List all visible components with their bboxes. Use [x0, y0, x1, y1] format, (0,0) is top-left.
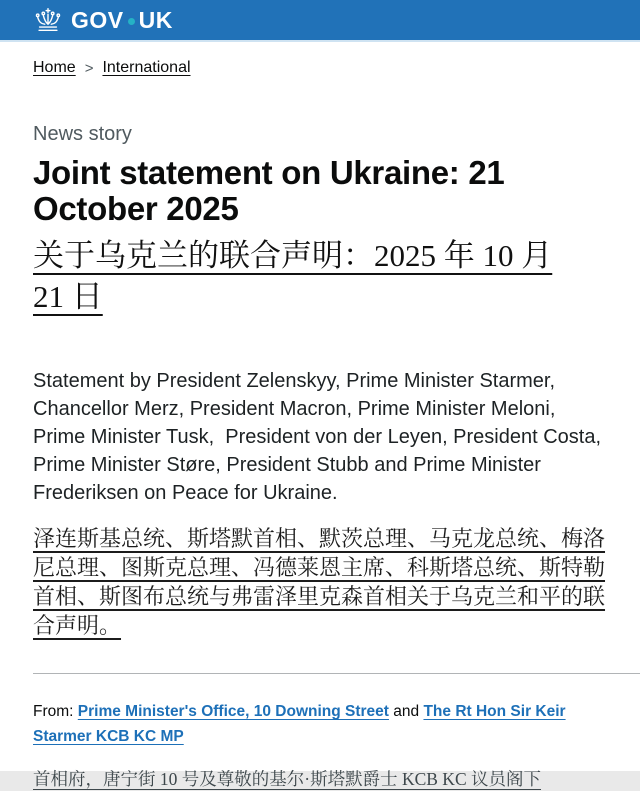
crown-icon [33, 7, 63, 33]
breadcrumb-separator: > [84, 59, 94, 77]
from-link-keir-starmer[interactable]: The Rt Hon Sir Keir Starmer KCB KC MP [33, 702, 566, 745]
article-lead-zh: 泽连斯基总统、斯塔默首相、默茨总理、马克龙总统、梅洛尼总理、图斯克总理、冯德莱恩主席、科斯塔总统、斯特勒首相、斯图布总统与弗雷泽里克森首相关于乌克兰和平的联合声明。 [33, 525, 606, 638]
govuk-logo-link[interactable] [33, 7, 173, 34]
from-line-zh: 首相府，唐宁街 10 号及尊敬的基尔·斯塔默爵士 KCB KC 议员阁下 [33, 768, 541, 789]
article-title-zh: 关于乌克兰的联合声明：2025 年 10 月 21 日 [33, 238, 553, 314]
metadata-divider [33, 673, 640, 674]
breadcrumb-home-link[interactable]: Home [33, 59, 76, 76]
breadcrumb-international-link[interactable]: International [102, 59, 191, 76]
from-link-pm-office[interactable]: Prime Minister's Office, 10 Downing Street [77, 702, 389, 720]
article [0, 123, 640, 791]
article-lead-en: Statement by President Zelenskyy, Prime Minister Starmer, Chancellor Merz, President Macron, Prime Minister Meloni, Prime Minister Tusk, President von der Leyen, President Costa, Prime Minister Støre, President Stubb and Prime Minister Frederiksen on Peace for Ukraine. [33, 369, 607, 504]
article-caption: News story [33, 123, 132, 145]
from-conjunction: and [393, 702, 420, 720]
logo-dot-icon [128, 18, 135, 25]
breadcrumb [33, 59, 620, 77]
article-title-en: Joint statement on Ukraine: 21 October 2025 [33, 154, 505, 227]
govuk-logo-text: GOV UK [71, 6, 173, 33]
from-line [33, 699, 625, 749]
govuk-header [0, 0, 640, 42]
from-label: From: [33, 702, 74, 720]
